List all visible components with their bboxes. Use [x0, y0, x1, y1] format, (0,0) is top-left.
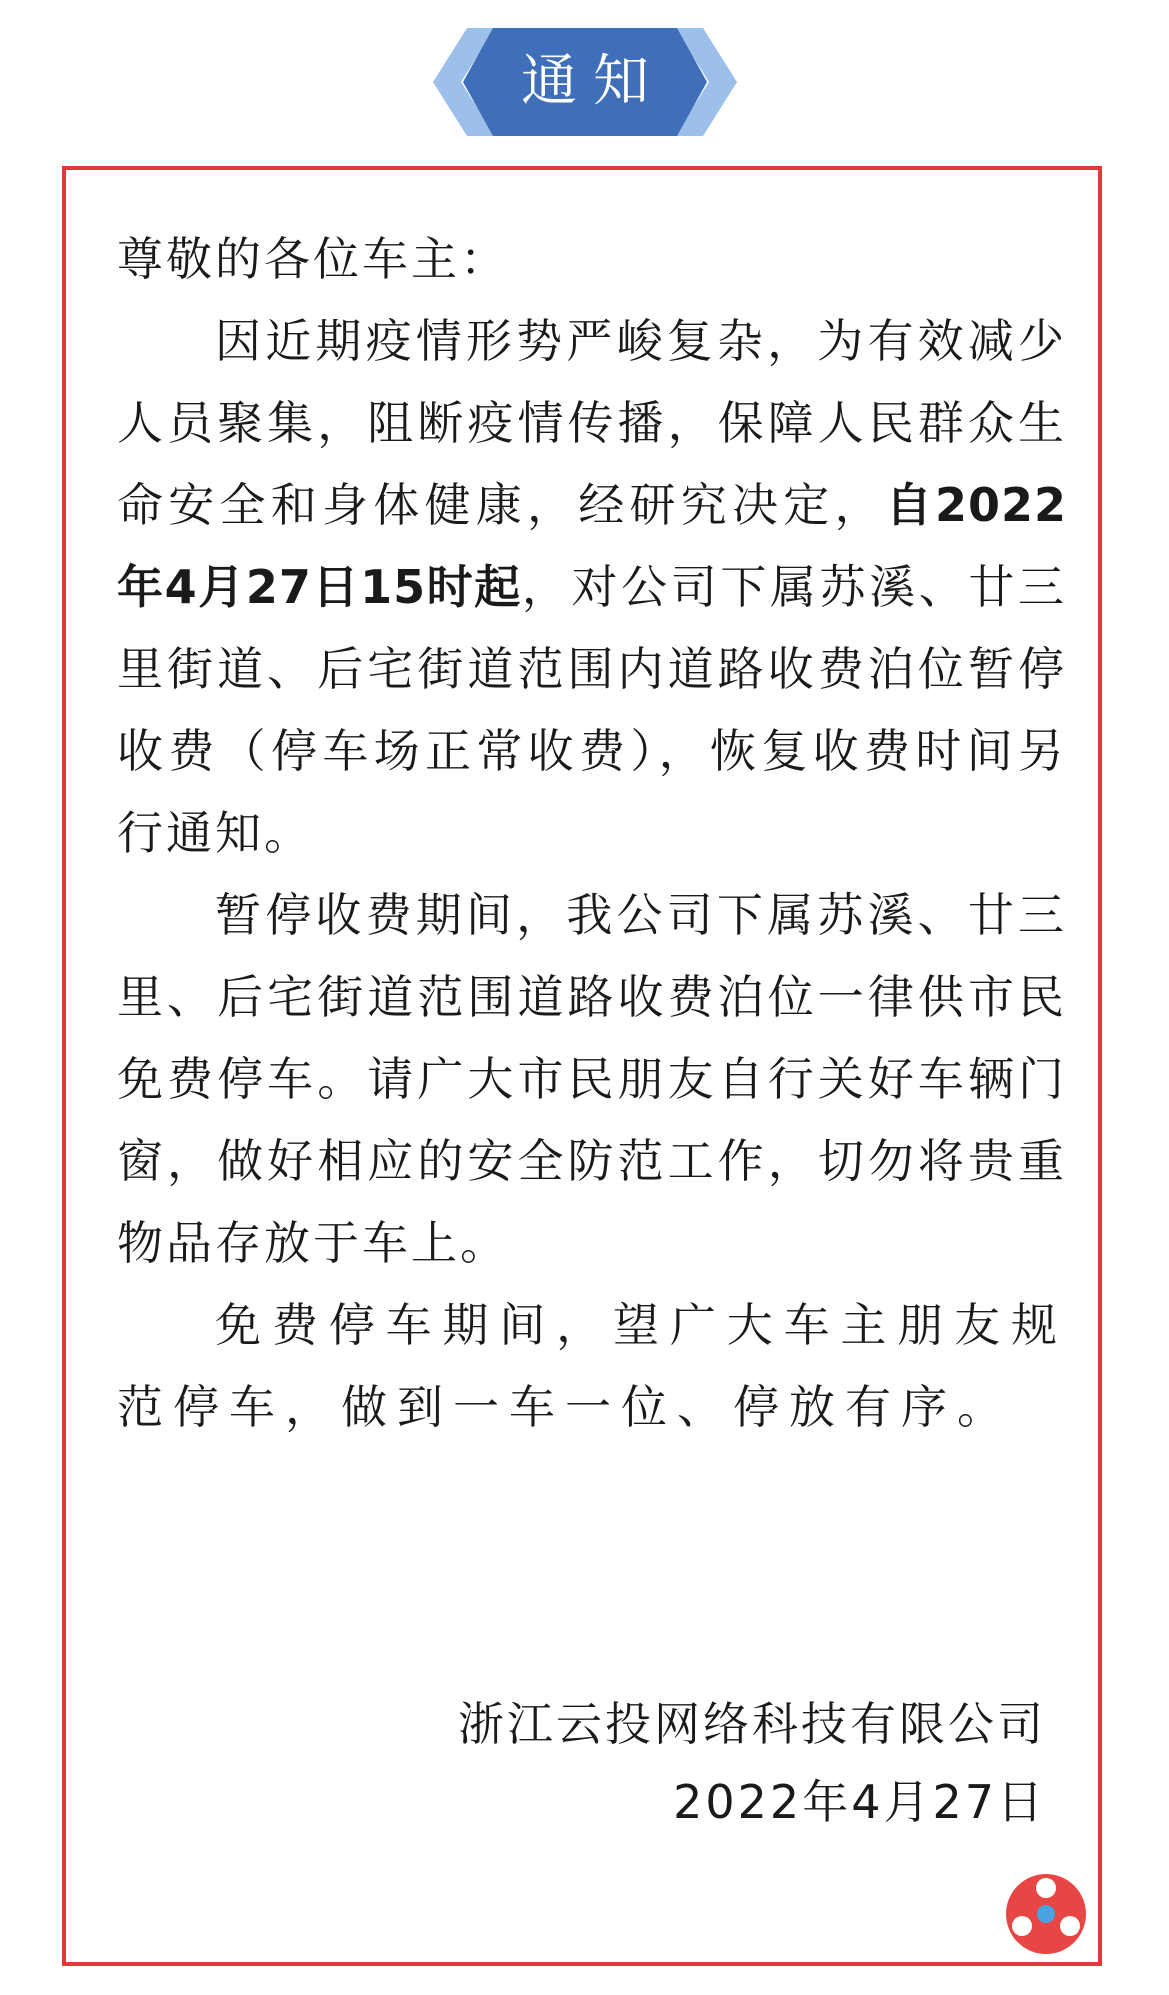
paragraph-1-text-end: ，对公司下属苏溪、廿三里街道、后宅街道范围内道路收费泊位暂停收费（停车场正常收费），恢复收费时间另行通知。: [117, 560, 1067, 860]
signature-organization: 浙江云投网络科技有限公司: [458, 1697, 1046, 1751]
page-title: 通知: [521, 49, 665, 114]
watermark-logo-icon: [1000, 1868, 1092, 1960]
paragraph-3: 免费停车期间，望广大车主朋友规范停车，做到一车一位、停放有序。: [117, 1298, 1067, 1434]
paragraph-2: 暂停收费期间，我公司下属苏溪、廿三里、后宅街道范围道路收费泊位一律供市民免费停车。请广大市民朋友自行关好车辆门窗，做好相应的安全防范工作，切勿将贵重物品存放于车上。: [117, 888, 1067, 1270]
signature-date: 2022年4月27日: [673, 1775, 1046, 1829]
paragraph-1: [117, 300, 1067, 874]
effective-date-emphasis: 自2022年4月27日15时起: [117, 478, 1068, 614]
notice-body: [117, 218, 1067, 1448]
paragraph-1-text: 因近期疫情形势严峻复杂，为有效减少人员聚集，阻断疫情传播，保障人民群众生命安全和身体健康，经研究决定，: [117, 314, 1067, 532]
salutation: 尊敬的各位车主：: [117, 232, 509, 286]
notice-banner: [433, 28, 737, 136]
signature-block: [458, 1685, 1046, 1841]
notice-card: [62, 166, 1102, 1966]
